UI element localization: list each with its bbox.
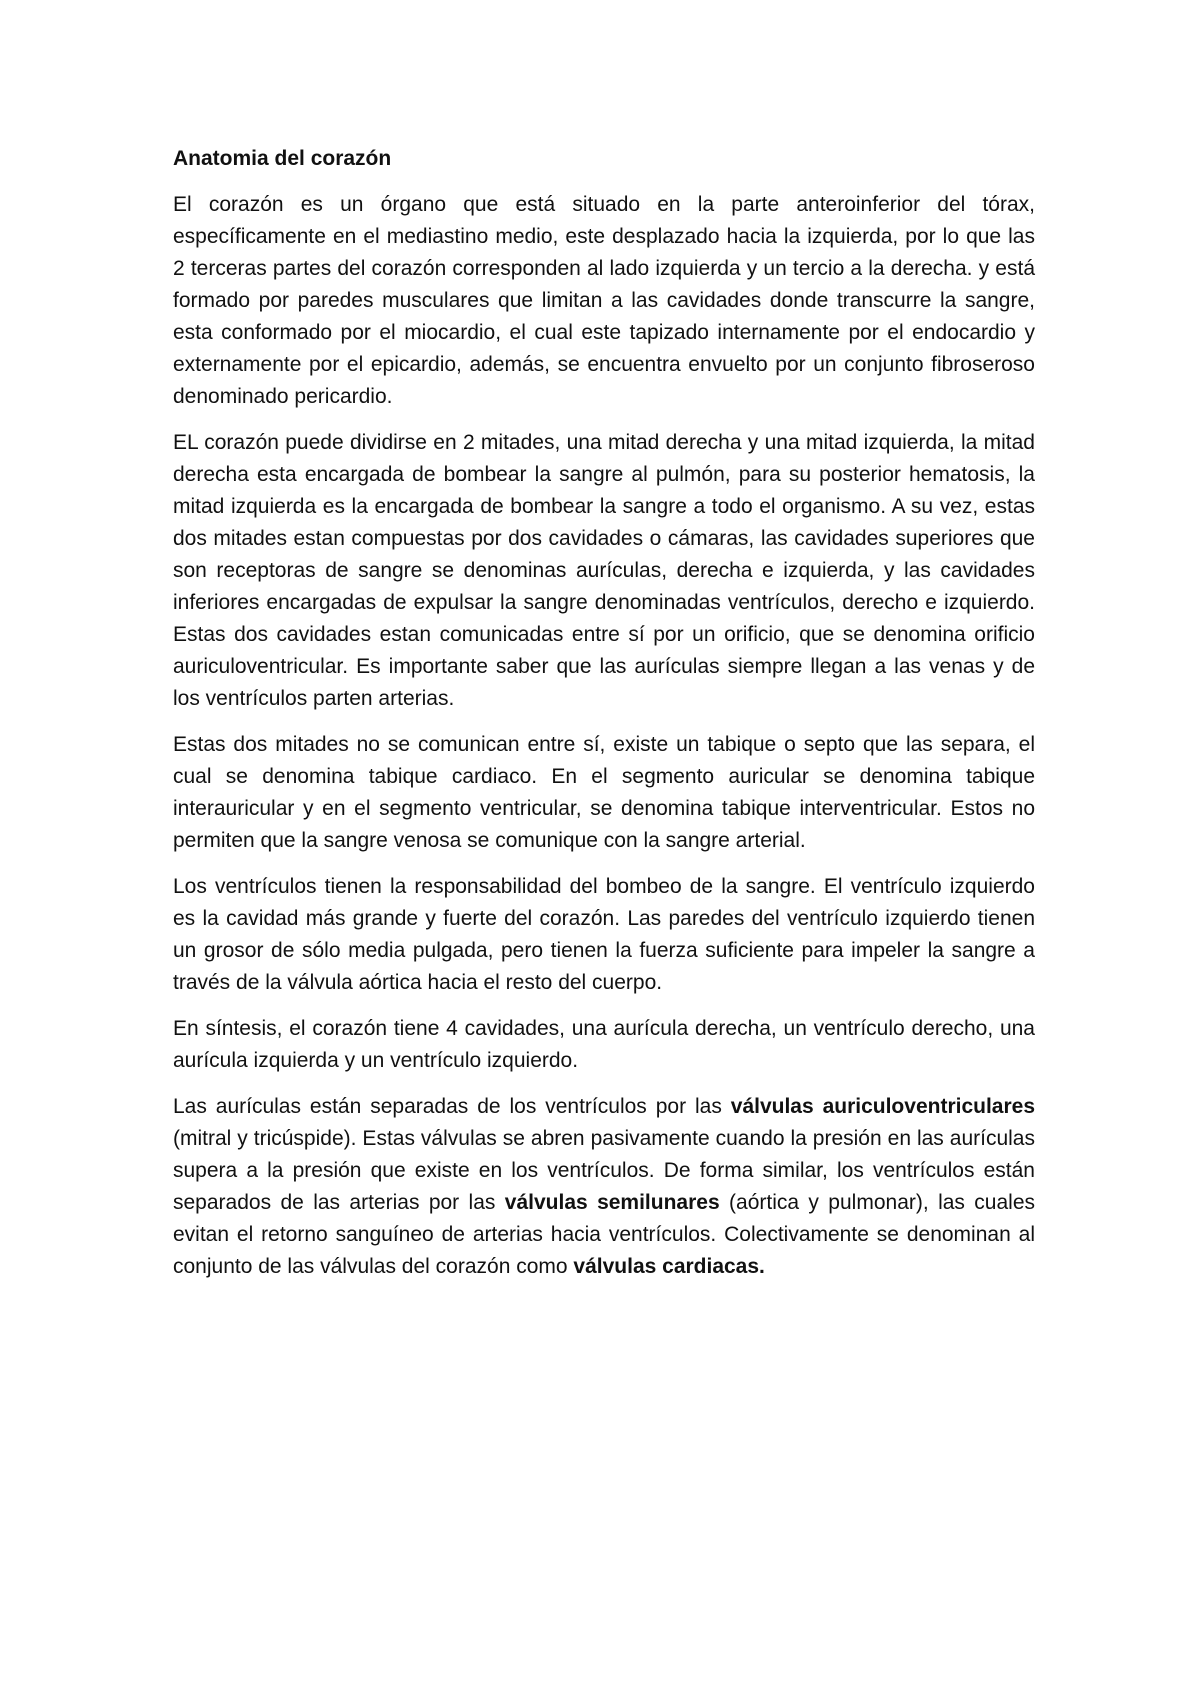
paragraph-ventricles: Los ventrículos tienen la responsabilidad del bombeo de la sangre. El ventrículo izquierdo es la cavidad más grande y fuerte del corazón. Las paredes del ventrículo izquierdo tienen un grosor de sólo media pulgada, pero tienen la fuerza suficiente para impeler la sangre a través de la válvula aórtica hacia el resto del cuerpo. (173, 875, 1035, 994)
valves-text-1: Las aurículas están separadas de los ventrículos por las (173, 1095, 731, 1118)
valves-bold-cardiac: válvulas cardiacas. (573, 1255, 765, 1278)
paragraph-location: El corazón es un órgano que está situado en la parte anteroinferior del tórax, específicamente en el mediastino medio, este desplazado hacia la izquierda, por lo que las 2 terceras partes del corazón corresponden al lado izquierda y un tercio a la derecha. y está formado por paredes musculares que limitan a las cavidades donde transcurre la sangre, esta conformado por el miocardio, el cual este tapizado internamente por el endocardio y externamente por el epicardio, además, se encuentra envuelto por un conjunto fibroseroso denominado pericardio. (173, 193, 1035, 408)
valves-bold-semilunar: válvulas semilunares (504, 1191, 720, 1214)
paragraph-septum: Estas dos mitades no se comunican entre sí, existe un tabique o septo que las separa, el cual se denomina tabique cardiaco. En el segmento auricular se denomina tabique interauricular y en el segmento ventricular, se denomina tabique interventricular. Estos no permiten que la sangre venosa se comunique con la sangre arterial. (173, 733, 1035, 852)
paragraph-valves (173, 1091, 1035, 1283)
valves-text-3: (aórtica y pulmonar), las cuales evitan el retorno sanguíneo de arterias hacia ventrículos. Colectivamente se denominan al conjunto de las válvulas del corazón como (173, 1191, 1036, 1278)
document-page (173, 143, 1035, 1297)
valves-bold-av: válvulas auriculoventriculares (730, 1095, 1036, 1118)
document-title: Anatomia del corazón (173, 147, 392, 170)
valves-text-2: (mitral y tricúspide). Estas válvulas se abren pasivamente cuando la presión en las aurículas supera a la presión que existe en los ventrículos. De forma similar, los ventrículos están separados de las arterias por las (173, 1127, 1035, 1214)
paragraph-halves: EL corazón puede dividirse en 2 mitades, una mitad derecha y una mitad izquierda, la mitad derecha esta encargada de bombear la sangre al pulmón, para su posterior hematosis, la mitad izquierda es la encargada de bombear la sangre a todo el organismo. A su vez, estas dos mitades estan compuestas por dos cavidades o cámaras, las cavidades superiores que son receptoras de sangre se denominas aurículas, derecha e izquierda, y las cavidades inferiores encargadas de expulsar la sangre denominadas ventrículos, derecho e izquierdo. Estas dos cavidades estan comunicadas entre sí por un orificio, que se denomina orificio auriculoventricular. Es importante saber que las aurículas siempre llegan a las venas y de los ventrículos parten arterias. (173, 431, 1035, 710)
paragraph-synthesis: En síntesis, el corazón tiene 4 cavidades, una aurícula derecha, un ventrículo derecho, una aurícula izquierda y un ventrículo izquierdo. (173, 1017, 1035, 1072)
